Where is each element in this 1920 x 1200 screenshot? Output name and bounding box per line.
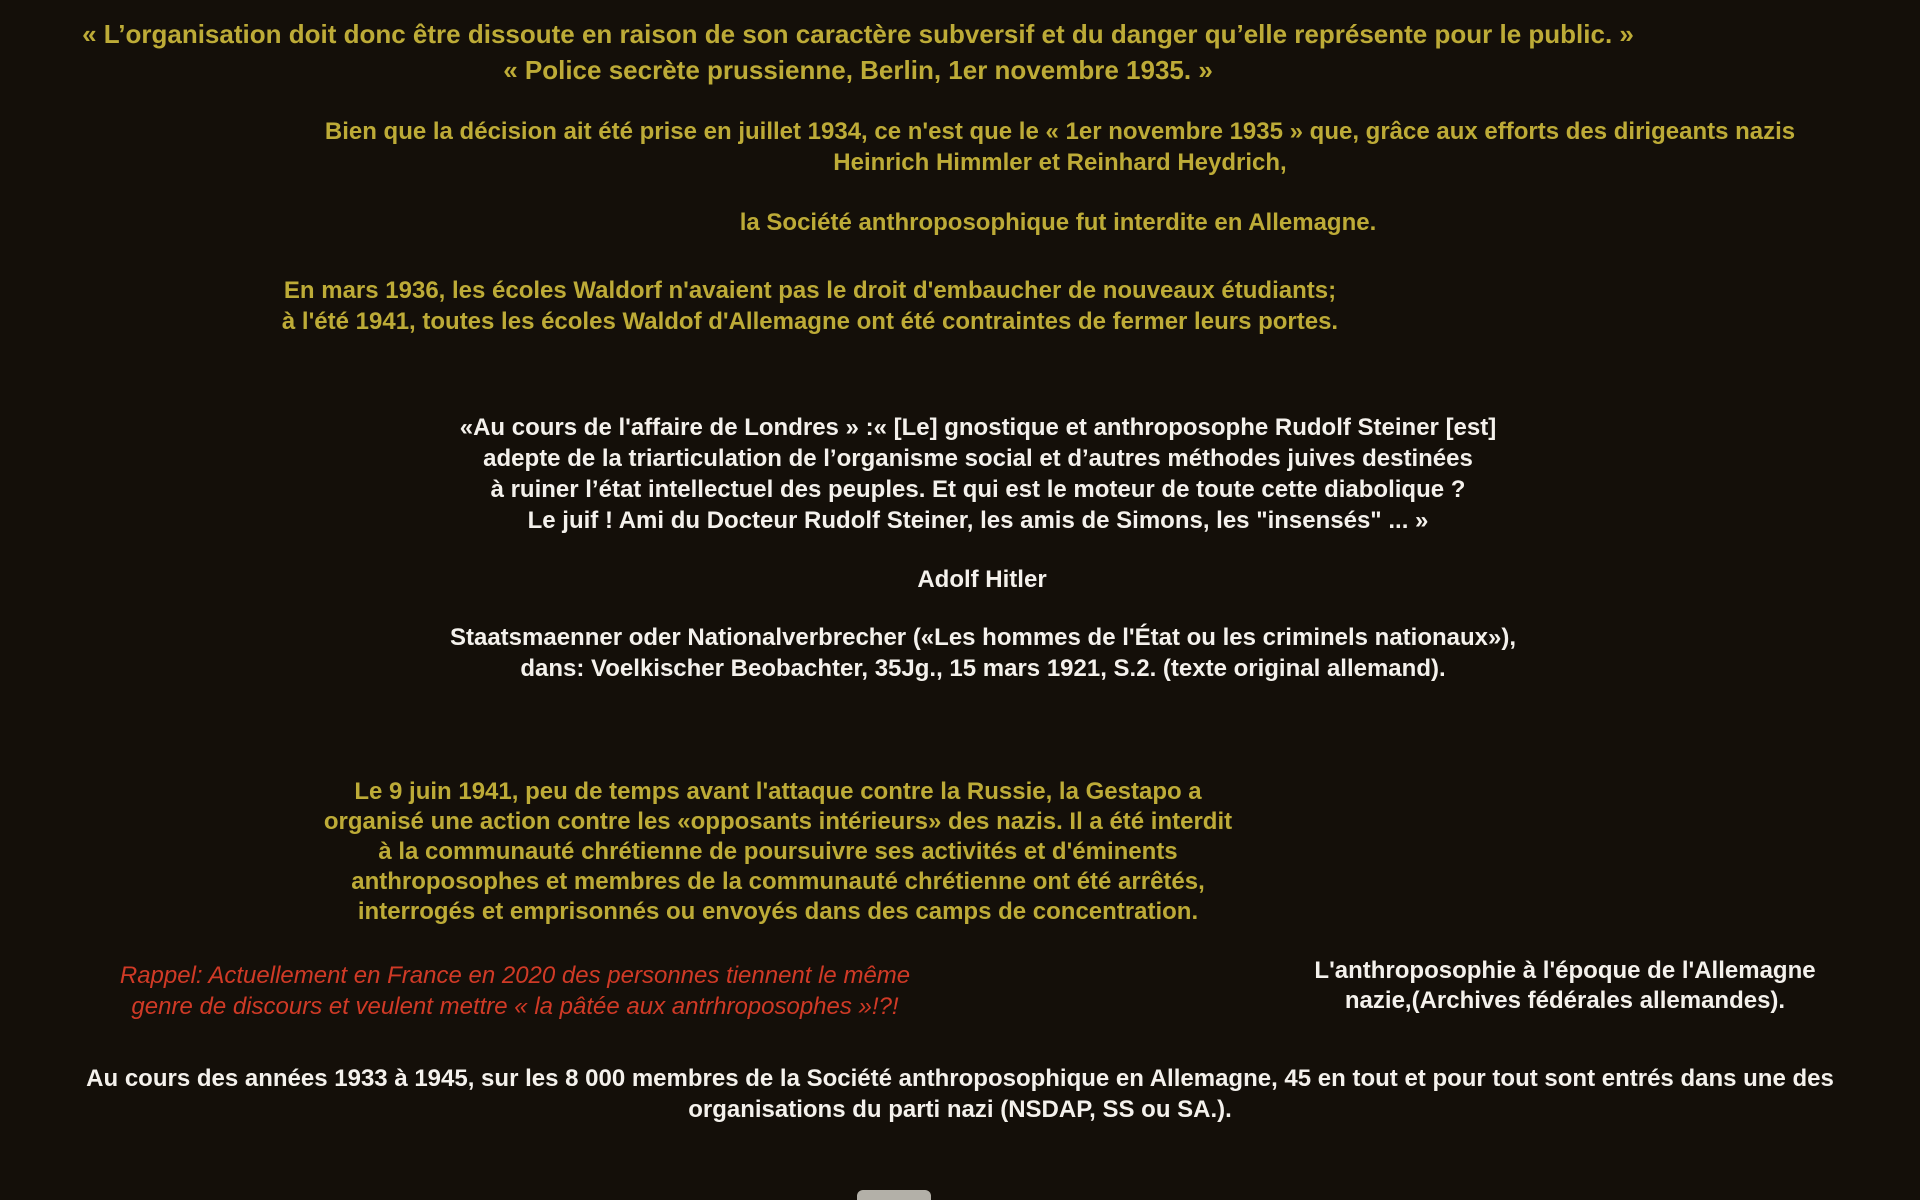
text-line: à la communauté chrétienne de poursuivre ses activités et d'éminents (378, 838, 1178, 865)
text-line: Staatsmaenner oder Nationalverbrecher («Les hommes de l'État ou les criminels nationaux»), (449, 624, 1517, 651)
text-line: à l'été 1941, toutes les écoles Waldof d'Allemagne ont été contraintes de fermer leurs portes. (281, 308, 1339, 335)
text-line: adepte de la triarticulation de l’organisme social et d’autres méthodes juives destinées (483, 445, 1473, 472)
image-caption (1285, 956, 1845, 1016)
para-ban-result (658, 207, 1458, 238)
text-line: Au cours des années 1933 à 1945, sur les 8 000 membres de la Société anthroposophique en Allemagne, 45 en tout et pour tout sont entrés dans une des (86, 1065, 1834, 1092)
quote-prussian-police (8, 16, 1708, 88)
text-line: genre de discours et veulent mettre « la pâtée aux antrhroposophes »!?! (131, 993, 899, 1020)
text-line: « L’organisation doit donc être dissoute en raison de son caractère subversif et du danger qu’elle représente pour le public. » (82, 19, 1634, 49)
para-gestapo-1941 (278, 777, 1278, 927)
text-line: « Police secrète prussienne, Berlin, 1er novembre 1935. » (503, 55, 1213, 85)
dock-peek-sliver[interactable] (857, 1190, 931, 1200)
source-citation (333, 622, 1633, 684)
text-line: dans: Voelkischer Beobachter, 35Jg., 15 mars 1921, S.2. (texte original allemand). (520, 655, 1446, 682)
text-line: Le 9 juin 1941, peu de temps avant l'attaque contre la Russie, la Gestapo a (354, 778, 1202, 805)
text-line: En mars 1936, les écoles Waldorf n'avaient pas le droit d'embaucher de nouveaux étudiants; (283, 277, 1337, 304)
text-line: à ruiner l’état intellectuel des peuples. Et qui est le moteur de toute cette diabolique ? (490, 476, 1466, 503)
para-ban-intro (260, 116, 1860, 178)
text-line: Adolf Hitler (917, 566, 1047, 593)
note-rappel-2020 (65, 960, 965, 1022)
attribution-adolf-hitler (782, 564, 1182, 595)
text-line: Heinrich Himmler et Reinhard Heydrich, (833, 149, 1287, 176)
para-waldorf-schools (210, 275, 1410, 337)
quote-hitler (378, 412, 1578, 536)
text-line: Le juif ! Ami du Docteur Rudolf Steiner, les amis de Simons, les "insensés" ... » (527, 507, 1429, 534)
para-membership-stats (60, 1063, 1860, 1125)
text-line: Bien que la décision ait été prise en juillet 1934, ce n'est que le « 1er novembre 1935 » que, grâce aux efforts des dirigeants nazis (324, 118, 1796, 145)
text-line: «Au cours de l'affaire de Londres » :« [Le] gnostique et anthroposophe Rudolf Steiner [est] (459, 414, 1497, 441)
text-line: la Société anthroposophique fut interdite en Allemagne. (739, 209, 1377, 236)
text-line: anthroposophes et membres de la communauté chrétienne ont été arrêtés, (351, 868, 1205, 895)
text-line: nazie,(Archives fédérales allemandes). (1344, 987, 1786, 1014)
text-line: interrogés et emprisonnés ou envoyés dans des camps de concentration. (357, 898, 1199, 925)
text-line: Rappel: Actuellement en France en 2020 des personnes tiennent le même (119, 962, 911, 989)
text-line: L'anthroposophie à l'époque de l'Allemagne (1314, 957, 1816, 984)
text-line: organisations du parti nazi (NSDAP, SS ou SA.). (688, 1096, 1232, 1123)
text-line: organisé une action contre les «opposants intérieurs» des nazis. Il a été interdit (323, 808, 1233, 835)
